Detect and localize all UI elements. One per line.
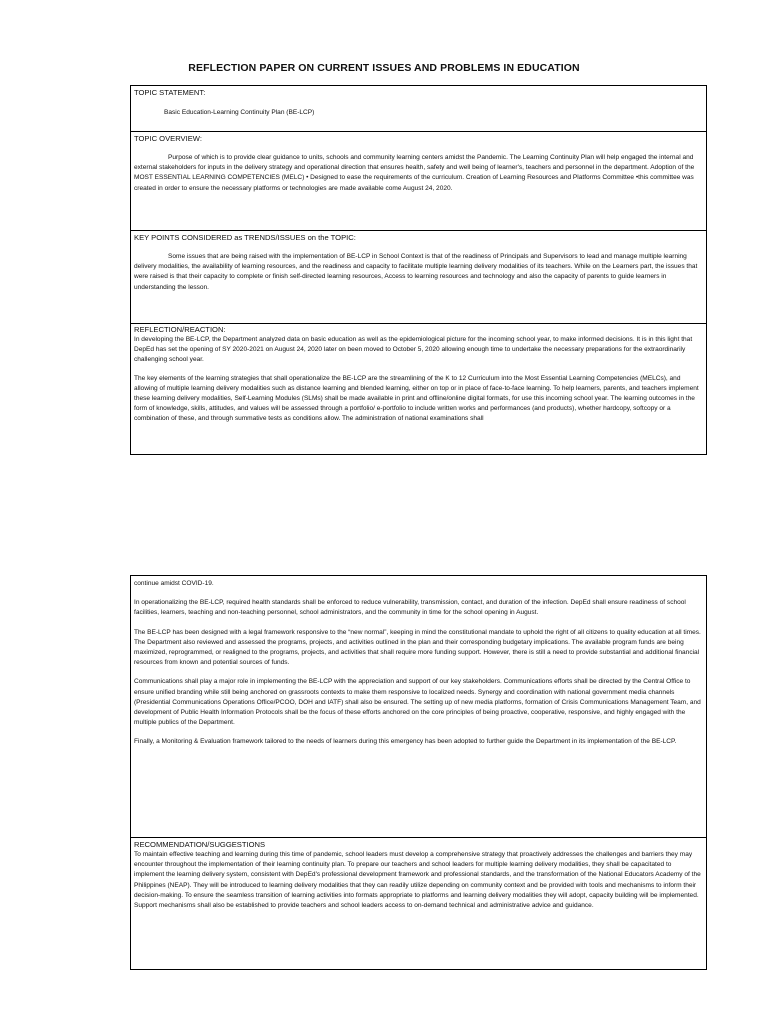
topic-overview-heading: TOPIC OVERVIEW: — [134, 134, 202, 143]
key-points-heading: KEY POINTS CONSIDERED as TRENDS/ISSUES on the TOPIC: — [134, 233, 356, 242]
page-2-table — [130, 575, 707, 970]
topic-statement-text: Basic Education-Learning Continuity Plan (BE-LCP) — [164, 109, 315, 116]
reflection-heading: REFLECTION/REACTION: — [134, 325, 226, 334]
continuation-line: continue amidst COVID-19. — [134, 580, 214, 587]
topic-statement-heading: TOPIC STATEMENT: — [134, 88, 206, 97]
key-points-text: Some issues that are being raised with the implementation of BE-LCP in School Context is that of the readiness of Principals and Supervisors to lead and manage multiple learning delivery modalities, the availability of learning resources, and the readiness and capacity to facilitate multiple learning delivery modalities of its teachers. While on the Learners part, the issues that were raised is that their capacity to complete or finish self-directed learning resources, Access to learning resources and technology and also the capacity of parents to guide learners in understanding the lesson. — [134, 253, 698, 291]
continuation-paragraph-3: Communications shall play a major role in implementing the BE-LCP with the appreciation and support of our key stakeholders. Communications efforts shall be directed by the Central Office to ensure unified branding while still being anchored on grassroots contexts to make them responsive to localized needs. Synergy and coordination with national government media channels (Presidential Communications Operations Office/PCOO, DOH and IATF) shall also be ensured. The setting up of new media platforms, formation of Crisis Communications Management Team, and development of Public Health Information Protocols shall be the focus of these efforts anchored on the core principles of being proactive, cooperative, responsive, and highly engaged with the multiple publics of the Department. — [134, 678, 701, 727]
topic-statement-section — [131, 86, 706, 132]
topic-overview-text: Purpose of which is to provide clear guidance to units, schools and community learning centers amidst the Pandemic. The Learning Continuity Plan will help engaged the internal and external stakeholders for inputs in the delivery strategy and operational direction that ensures health, safety and well being of learner's, teachers and personnel in the department. Adoption of the MOST ESSENTIAL LEARNING COMPETENCIES (MELC) • Designed to ease the requirements of the curriculum. Creation of Learning Resources and Platforms Committee •this committee was created in order to ensure the necessary platforms or technologies are made available come August 24, 2020. — [134, 154, 695, 192]
continuation-paragraph-1: In operationalizing the BE-LCP, required health standards shall be enforced to reduce vulnerability, transmission, contact, and duration of the infection. DepEd shall ensure readiness of school facilities, learners, teaching and non-teaching personnel, school administrators, and the community in time for the school opening in August. — [134, 599, 686, 617]
page-1-table — [130, 85, 707, 455]
reflection-section — [131, 324, 706, 452]
continuation-paragraph-4: Finally, a Monitoring & Evaluation framework tailored to the needs of learners during this emergency has been adopted to further guide the Department in its implementation of the BE-LCP. — [134, 738, 677, 746]
recommendation-heading: RECOMMENDATION/SUGGESTIONS — [134, 840, 266, 849]
recommendation-text: To maintain effective teaching and learning during this time of pandemic, school leaders must develop a comprehensive strategy that proactively addresses the challenges and barriers they may encounter throughout the implementation of their learning continuity plan. To prepare our teachers and school leaders for multiple learning delivery modalities, they shall be capacitated to implement the learning delivery system, consistent with DepEd's professional development framework and professional standards, and the transformation of the National Educators Academy of the Philippines (NEAP). They will be introduced to learning delivery modalities that they can readily utilize depending on community context and be provided with tools and mechanisms to inform their decision-making. To ensure the seamless transition of learning activities into formats appropriate to platforms and learning delivery modalities they will adopt, capacity building will be implemented. Support mechanisms shall also be established to provide teachers and school leaders access to on-demand technical and administrative advice and guidance. — [134, 851, 701, 910]
reflection-paragraph-2: The key elements of the learning strategies that shall operationalize the BE-LCP are the streamlining of the K to 12 Curriculum into the Most Essential Learning Competencies (MELCs), and allowing of multiple learning delivery modalities such as distance learning and blended learning, either on top or in place of face-to-face learning. To help learners, parents, and teachers implement these learning delivery modalities, Self-Learning Modules (SLMs) shall be made available in print and offline/online digital formats, for use this incoming school year. The learning outcomes in the form of knowledge, skills, attitudes, and values will be assessed through a portfolio/ e-portfolio to include written works and performances (and products), whether hardcopy, softcopy or a combination of these, and through summative tests as conditions allow. The administration of national examinations shall — [134, 374, 699, 423]
recommendation-section — [131, 838, 706, 969]
continuation-paragraph-2: The BE-LCP has been designed with a legal framework responsive to the “new normal”, keeping in mind the constitutional mandate to uphold the right of all citizens to quality education at all times. The Department also reviewed and assessed the programs, projects, and activities outlined in the plan and their corresponding budgetary implications. The available program funds are being maximized, reprogrammed, or realigned to the programs, projects, and activities that shall require more funding support. However, there is still a need to provide substantial and additional financial resources from known and potential sources of funds. — [134, 628, 701, 667]
topic-overview-section — [131, 132, 706, 231]
key-points-section — [131, 231, 706, 324]
document-title: REFLECTION PAPER ON CURRENT ISSUES AND PROBLEMS IN EDUCATION — [188, 62, 580, 74]
reflection-paragraph-1: In developing the BE-LCP, the Department analyzed data on basic education as well as the epidemiological picture for the incoming school year, to make informed decisions. It is in this light that DepEd has set the opening of SY 2020-2021 on August 24, 2020 later on been moved to October 5, 2020 allowing enough time to undertake the necessary preparations for the extraordinarily challenging school year. — [134, 336, 693, 364]
reflection-continued-section — [131, 576, 706, 838]
